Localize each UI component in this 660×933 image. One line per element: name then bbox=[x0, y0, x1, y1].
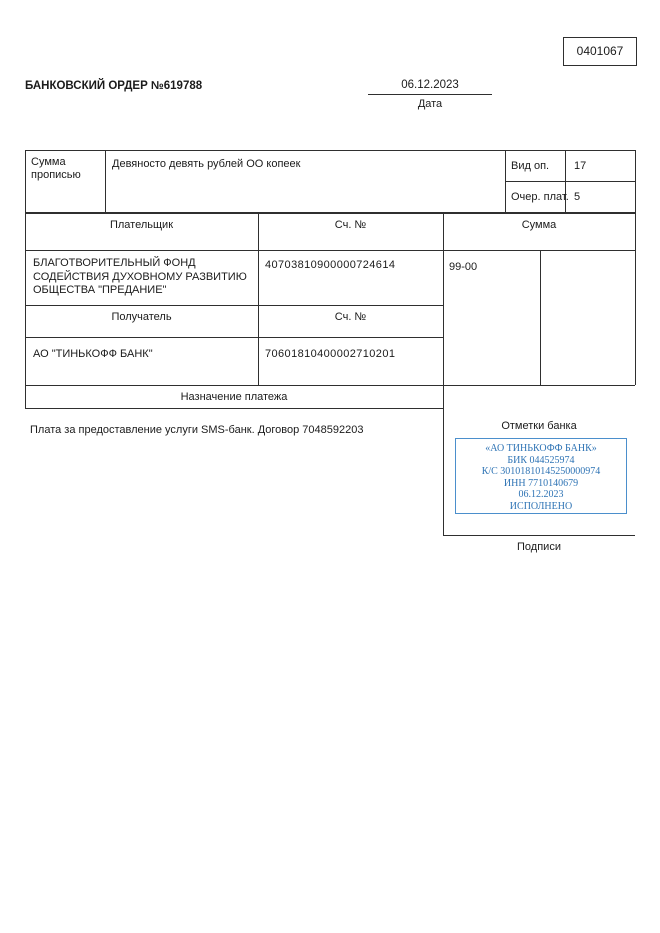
sum-value: 99-00 bbox=[449, 261, 478, 273]
form-code: 0401067 bbox=[576, 44, 624, 58]
stamp-bank-name: «АО ТИНЬКОФФ БАНК» bbox=[485, 443, 597, 454]
table-line-amountlabel-divider bbox=[105, 150, 106, 212]
stamp-bik: БИК 044525974 bbox=[507, 454, 575, 466]
table-line-left-border bbox=[25, 150, 26, 408]
purpose-header: Назначение платежа bbox=[180, 391, 288, 403]
recipient-account: 70601810400002710201 bbox=[265, 348, 396, 360]
payer-header: Плательщик bbox=[109, 219, 174, 231]
table-line-payer-bottom bbox=[25, 305, 443, 306]
stamp-status: ИСПОЛНЕНО bbox=[509, 500, 573, 512]
amount-in-words-label: Сумма прописью bbox=[31, 156, 81, 181]
amount-in-words-text: Девяносто девять рублей ОО копеек bbox=[112, 158, 301, 170]
table-line-purpose-bottom bbox=[25, 408, 443, 409]
payment-priority-value: 5 bbox=[574, 191, 581, 203]
payer-account: 40703810900000724614 bbox=[265, 259, 396, 271]
payment-priority-label: Очер. плат. bbox=[511, 191, 569, 203]
sum-header: Сумма bbox=[521, 219, 557, 231]
stamp-date: 06.12.2023 bbox=[518, 489, 564, 500]
table-line-optype-left bbox=[505, 150, 506, 212]
recipient-name: АО "ТИНЬКОФФ БАНК" bbox=[33, 348, 153, 360]
operation-type-value: 17 bbox=[574, 160, 587, 172]
purpose-text: Плата за предоставление услуги SMS-банк. Договор 7048592203 bbox=[30, 424, 364, 436]
table-line-right-border bbox=[635, 150, 636, 385]
stamp-corr-account: К/С 30101810145250000974 bbox=[481, 466, 601, 477]
date-label: Дата bbox=[417, 98, 443, 110]
bank-stamp bbox=[455, 438, 627, 514]
recipient-header: Получатель bbox=[111, 311, 172, 323]
table-line-recipient-bottom bbox=[25, 385, 635, 386]
stamp-inn: ИНН 7710140679 bbox=[503, 477, 579, 489]
page-title: БАНКОВСКИЙ ОРДЕР №619788 bbox=[25, 80, 203, 92]
table-line-account-col-divider bbox=[258, 212, 259, 385]
table-line-headers-bottom bbox=[25, 250, 635, 251]
recipient-account-header: Сч. № bbox=[334, 311, 367, 323]
payer-name: БЛАГОТВОРИТЕЛЬНЫЙ ФОНД СОДЕЙСТВИЯ ДУХОВНОМУ РАЗВИТИЮ ОБЩЕСТВА "ПРЕДАНИЕ" bbox=[33, 257, 247, 296]
operation-type-label: Вид оп. bbox=[511, 160, 550, 172]
signatures-label: Подписи bbox=[517, 541, 561, 553]
date-block bbox=[368, 79, 492, 110]
table-line-signatures-top bbox=[443, 535, 635, 536]
form-code-box bbox=[563, 37, 637, 66]
table-line-recipient-header-bottom bbox=[25, 337, 443, 338]
date-value: 06.12.2023 bbox=[368, 79, 492, 95]
payer-account-header: Сч. № bbox=[334, 219, 367, 231]
table-line-row1-bottom bbox=[25, 212, 635, 214]
table-line-sum-col-divider bbox=[443, 212, 444, 535]
table-line-sum-split bbox=[540, 250, 541, 385]
table-line-top bbox=[25, 150, 635, 151]
table-line-optype-split bbox=[505, 181, 635, 182]
bank-marks-label: Отметки банка bbox=[501, 420, 577, 432]
